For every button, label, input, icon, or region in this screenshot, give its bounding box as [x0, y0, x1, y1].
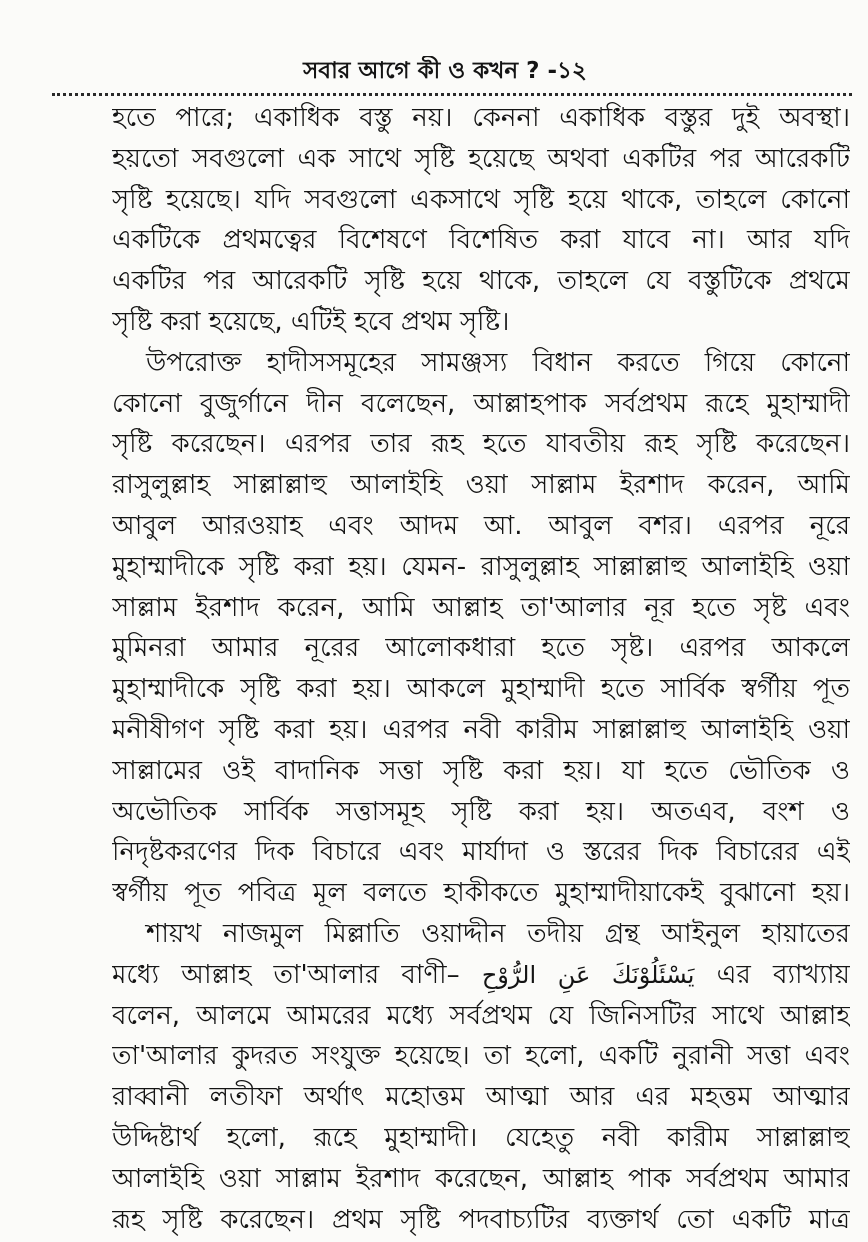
text-line: বলেন, আলমে আমরের মধ্যে সর্বপ্রথম যে জিনিসটির সাথে আল্লাহ — [112, 1000, 850, 1031]
body-text — [112, 98, 850, 1240]
text-line: সাল্লামের ওই বাদানিক সত্তা সৃষ্টি করা হয়। যা হতে ভৌতিক ও — [112, 755, 850, 786]
text-line: হতে পারে; একাধিক বস্তু নয়। কেননা একাধিক বস্তুর দুই অবস্থা। — [112, 103, 850, 133]
text-line: সৃষ্টি হয়েছে। যদি সবগুলো একসাথে সৃষ্টি হয়ে থাকে, তাহলে কোনো — [112, 184, 850, 215]
text-line: সৃষ্টি করা হয়েছে, এটিই হবে প্রথম সৃষ্টি। — [112, 306, 510, 337]
arabic-quote: يَسْئَلُوْنَكَ عَنِ الرُّوْحِ — [481, 960, 695, 989]
text-line: নিদৃষ্টকরণের দিক বিচারে এবং মার্যাদা ও স্তরের দিক বিচারের এই — [112, 837, 850, 868]
text-line: মুহাম্মাদীকে সৃষ্টি করা হয়। যেমন- রাসুলুল্লাহ সাল্লাল্লাহু আলাইহি ওয়া — [112, 551, 850, 582]
quote-trail-text: এর ব্যাখ্যায় — [716, 959, 850, 990]
text-line: সৃষ্টি করেছেন। এরপর তার রূহ হতে যাবতীয় রূহ সৃষ্টি করেছেন। — [112, 429, 850, 460]
paragraph — [112, 914, 850, 1240]
text-line: রূহ সৃষ্টি করেছেন। প্রথম সৃষ্টি পদবাচ্যটির ব্যক্তার্থ তো একটি মাত্র — [112, 1204, 850, 1235]
text-line: স্বর্গীয় পূত পবিত্র মূল বলতে হাকীকতে মুহাম্মাদীয়াকেই বুঝানো হয়। — [112, 878, 850, 909]
text-line: উদ্দিষ্টার্থ হলো, রূহে মুহাম্মাদী। যেহেতু নবী কারীম সাল্লাল্লাহু — [112, 1122, 850, 1153]
text-line: উপরোক্ত হাদীসসমূহের সামঞ্জস্য বিধান করতে গিয়ে কোনো — [146, 347, 850, 378]
page-header-title: সবার আগে কী ও কখন ? -১২ — [303, 58, 587, 84]
text-line: মুমিনরা আমার নূরের আলোকধারা হতে সৃষ্ট। এরপর আকলে — [112, 633, 850, 664]
text-line: একটিকে প্রথমত্বের বিশেষণে বিশেষিত করা যাবে না। আর যদি — [112, 225, 850, 256]
text-line: রাসুলুল্লাহ সাল্লাল্লাহু আলাইহি ওয়া সাল্লাম ইরশাদ করেন, আমি — [112, 470, 850, 501]
text-line: মুহাম্মাদীকে সৃষ্টি করা হয়। আকলে মুহাম্মাদী হতে সার্বিক স্বর্গীয় পূত — [112, 674, 850, 705]
text-line-with-quote — [112, 955, 850, 996]
text-line: মনীষীগণ সৃষ্টি করা হয়। এরপর নবী কারীম সাল্লাল্লাহু আলাইহি ওয়া — [112, 714, 850, 745]
text-line: একটির পর আরেকটি সৃষ্টি হয়ে থাকে, তাহলে যে বস্তুটিকে প্রথমে — [112, 266, 850, 297]
dotted-divider — [52, 93, 852, 96]
text-line: তা'আলার কুদরত সংযুক্ত হয়েছে। তা হলো, একটি নুরানী সত্তা এবং — [112, 1041, 850, 1072]
text-line: শায়খ নাজমুল মিল্লাতি ওয়াদ্দীন তদীয় গ্রন্থ আইনুল হায়াতের — [146, 918, 850, 949]
text-line: অভৌতিক সার্বিক সত্তাসমূহ সৃষ্টি করা হয়। অতএব, বংশ ও — [112, 796, 850, 827]
text-line: আলাইহি ওয়া সাল্লাম ইরশাদ করেছেন, আল্লাহ পাক সর্বপ্রথম আমার — [112, 1163, 850, 1194]
quote-lead-text: মধ্যে আল্লাহ তা'আলার বাণী– — [112, 959, 460, 990]
text-line: সাল্লাম ইরশাদ করেন, আমি আল্লাহ তা'আলার নূর হতে সৃষ্ট এবং — [112, 592, 850, 623]
text-line: হয়তো সবগুলো এক সাথে সৃষ্টি হয়েছে অথবা একটির পর আরেকটি — [112, 143, 850, 174]
paragraph — [112, 343, 850, 914]
text-line: রাব্বানী লতীফা অর্থাৎ মহোত্তম আত্মা আর এর মহত্তম আত্মার — [112, 1082, 850, 1113]
text-line: কোনো বুজুর্গানে দীন বলেছেন, আল্লাহপাক সর্বপ্রথম রূহে মুহাম্মাদী — [112, 388, 850, 419]
paragraph — [112, 98, 850, 343]
text-line: আবুল আরওয়াহ এবং আদম আ. আবুল বশর। এরপর নূরে — [112, 510, 850, 541]
